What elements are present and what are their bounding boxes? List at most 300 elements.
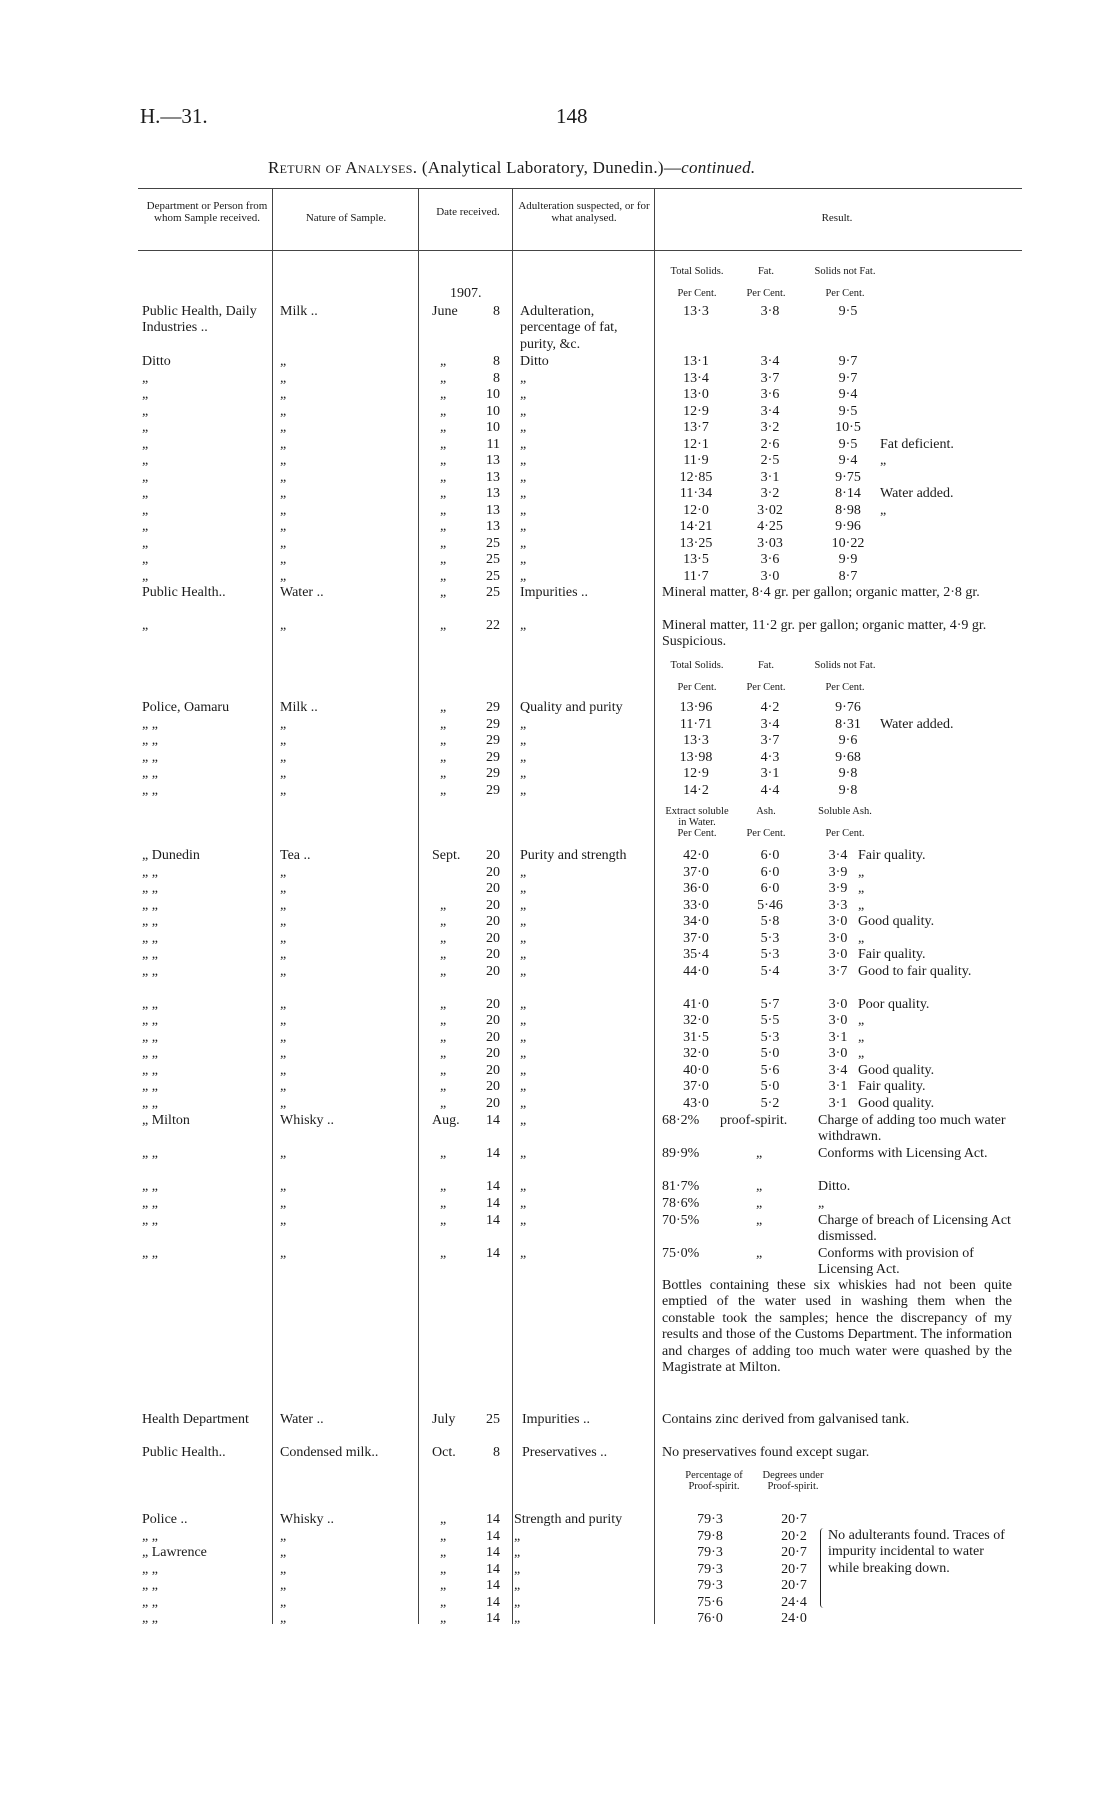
oamaru-row-3-nature: „ <box>280 749 287 765</box>
milk-row-5-dept: „ <box>142 420 149 435</box>
lawrence-row-6-day: 14 <box>486 1611 500 1626</box>
tea-row-7-ash: 5·4 <box>760 963 780 979</box>
lawrence-row-1-degrees: 20·2 <box>781 1528 807 1544</box>
milk-row-7-dept: „ <box>142 453 149 468</box>
milton-row-0-percent: 68·2% <box>662 1113 700 1128</box>
water-row-0-day: 25 <box>486 585 500 600</box>
milk-row-8-month: „ <box>440 469 447 485</box>
milk-row-11-nature: „ <box>280 519 287 534</box>
misc-row-0-month: July <box>432 1412 456 1427</box>
milk-row-6-ts: 12·1 <box>683 436 709 452</box>
tea-row-8-month: „ <box>440 996 447 1012</box>
water-row-1-result: Mineral matter, 11·2 gr. per gallon; organic matter, 4·9 gr. Suspicious. <box>662 618 987 650</box>
tea-row-2-note: „ <box>858 881 865 896</box>
tea-row-11-adult: „ <box>520 1046 527 1061</box>
milk-row-0-adult: Adulteration, percentage of fat, purity, &c. <box>520 304 618 352</box>
milk-row-12-nature: „ <box>280 535 287 551</box>
oamaru-row-5-nature: „ <box>280 782 287 798</box>
milton-row-1-adult: „ <box>520 1146 527 1161</box>
oamaru-row-5-month: „ <box>440 782 447 798</box>
oamaru-row-1-month: „ <box>440 716 447 732</box>
milk-row-5-ts: 13·7 <box>683 420 709 435</box>
milton-row-4-note: Charge of breach of Licensing Act dismissed. <box>818 1213 1011 1245</box>
oamaru-row-2-fat: 3·7 <box>760 733 780 748</box>
lawrence-brace <box>820 1528 827 1608</box>
milk-row-2-snf: 9·7 <box>838 370 858 386</box>
tea-row-5-day: 20 <box>486 930 500 946</box>
milton-row-2-month: „ <box>440 1179 447 1194</box>
lawrence-note: No adulterants found. Traces of impurity incidental to water while breaking down. <box>828 1528 1005 1576</box>
milk-row-3-day: 10 <box>486 387 500 402</box>
milton-row-5-percent: 75·0% <box>662 1246 700 1261</box>
tea-row-12-ash: 5·6 <box>760 1062 780 1078</box>
milk-row-9-day: 13 <box>486 486 500 501</box>
col-header-adulteration: Adulteration suspected, or for what analysed. <box>518 200 650 224</box>
lawrence-row-6-degrees: 24·0 <box>781 1611 807 1626</box>
lawrence-row-1-percent: 79·8 <box>697 1528 723 1544</box>
oamaru-row-1-fat: 3·4 <box>760 716 780 732</box>
lawrence-row-5-nature: „ <box>280 1594 287 1610</box>
milk-row-6-day: 11 <box>486 436 500 452</box>
water-row-0-result: Mineral matter, 8·4 gr. per gallon; organic matter, 2·8 gr. <box>662 585 980 600</box>
oamaru-row-1-nature: „ <box>280 716 287 732</box>
tea-row-9-soluble: 3·0 <box>828 1013 848 1028</box>
oamaru-row-4-adult: „ <box>520 766 527 781</box>
tea-row-8-soluble: 3·0 <box>828 996 848 1012</box>
milk-row-13-fat: 3·6 <box>760 552 780 567</box>
milk-row-8-snf: 9·75 <box>835 469 861 485</box>
milk-row-1-snf: 9·7 <box>838 354 858 369</box>
oamaru-row-0-day: 29 <box>486 700 500 715</box>
oamaru-row-2-month: „ <box>440 733 447 748</box>
milton-row-5-note: Conforms with provision of Licensing Act. <box>818 1246 974 1278</box>
lawrence-row-1-day: 14 <box>486 1528 500 1544</box>
col-divider-4 <box>654 188 655 1624</box>
lawrence-row-2-degrees: 20·7 <box>781 1545 807 1560</box>
tea-row-11-day: 20 <box>486 1046 500 1061</box>
col-header-date: Date received. <box>436 206 500 218</box>
milk-row-13-day: 25 <box>486 552 500 567</box>
milk1-subheader-1: Fat. <box>757 266 775 277</box>
tea-row-13-note: Fair quality. <box>858 1079 926 1094</box>
tea-row-9-dept: „ „ <box>142 1013 158 1028</box>
tea-row-2-nature: „ <box>280 881 287 896</box>
tea-row-12-extract: 40·0 <box>683 1062 709 1078</box>
lawrence-row-5-degrees: 24·4 <box>781 1594 807 1610</box>
milk1-subheader-2: Solids not Fat. <box>814 266 876 277</box>
lawrence-row-5-dept: „ „ <box>142 1594 158 1610</box>
tea-row-6-extract: 35·4 <box>683 947 709 962</box>
tea-row-8-ash: 5·7 <box>760 996 780 1012</box>
milk-row-9-fat: 3·2 <box>760 486 780 501</box>
tea-row-1-nature: „ <box>280 864 287 880</box>
lawrence-row-1-month: „ <box>440 1528 447 1544</box>
milton-row-5-nature: „ <box>280 1246 287 1261</box>
tea-row-5-ash: 5·3 <box>760 930 780 946</box>
milk-row-12-ts: 13·25 <box>679 535 713 551</box>
milk-row-8-fat: 3·1 <box>760 469 780 485</box>
milton-row-1-month: „ <box>440 1146 447 1161</box>
milk-row-6-note: Fat deficient. <box>880 436 954 452</box>
oamaru-row-5-dept: „ „ <box>142 782 158 798</box>
milk-row-8-ts: 12·85 <box>679 469 713 485</box>
tea-row-5-adult: „ <box>520 930 527 946</box>
tea-row-1-soluble: 3·9 <box>828 864 848 880</box>
milk-row-2-ts: 13·4 <box>683 370 709 386</box>
milk-row-4-ts: 12·9 <box>683 403 709 419</box>
tea-row-9-extract: 32·0 <box>683 1013 709 1028</box>
milton-row-4-adult: „ <box>520 1213 527 1228</box>
milk-row-14-day: 25 <box>486 568 500 584</box>
water-row-1-month: „ <box>440 618 447 633</box>
oamaru-row-0-nature: Milk .. <box>280 700 318 715</box>
milk-row-2-dept: „ <box>142 370 149 386</box>
lawrence-row-5-percent: 75·6 <box>697 1594 723 1610</box>
oamaru-row-0-snf: 9·76 <box>835 700 861 715</box>
milk-row-6-nature: „ <box>280 436 287 452</box>
tea-row-6-soluble: 3·0 <box>828 947 848 962</box>
tea-unit-2: Per Cent. <box>825 828 865 839</box>
tea-row-5-extract: 37·0 <box>683 930 709 946</box>
milk-row-11-day: 13 <box>486 519 500 534</box>
milton-row-1-proof: „ <box>756 1146 763 1161</box>
oamaru-row-2-dept: „ „ <box>142 733 158 748</box>
milton-row-2-nature: „ <box>280 1179 287 1194</box>
lawrence-row-6-month: „ <box>440 1611 447 1626</box>
milton-row-0-nature: Whisky .. <box>280 1113 335 1128</box>
milk-row-10-ts: 12·0 <box>683 502 709 518</box>
oamaru-row-3-adult: „ <box>520 749 527 765</box>
lawrence-row-2-percent: 79·3 <box>697 1545 723 1560</box>
milton-row-3-adult: „ <box>520 1196 527 1211</box>
tea-row-5-nature: „ <box>280 930 287 946</box>
milk-row-6-fat: 2·6 <box>760 436 780 452</box>
milk2-subheader-2: Solids not Fat. <box>814 660 876 671</box>
tea-row-4-nature: „ <box>280 914 287 929</box>
tea-row-8-adult: „ <box>520 996 527 1012</box>
lawrence-row-0-month: „ <box>440 1512 447 1527</box>
misc-row-0-nature: Water .. <box>280 1412 324 1427</box>
oamaru-row-5-day: 29 <box>486 782 500 798</box>
milk-row-10-snf: 8·98 <box>835 502 861 518</box>
tea-row-7-soluble: 3·7 <box>828 963 848 979</box>
oamaru-row-0-dept: Police, Oamaru <box>142 700 230 715</box>
tea-row-12-nature: „ <box>280 1062 287 1078</box>
tea-row-3-day: 20 <box>486 897 500 913</box>
lawrence-row-4-adult: „ <box>514 1578 521 1593</box>
tea-row-3-dept: „ „ <box>142 897 158 913</box>
milk-row-1-ts: 13·1 <box>683 354 709 369</box>
tea-row-4-soluble: 3·0 <box>828 914 848 929</box>
lawrence-row-5-adult: „ <box>514 1594 521 1610</box>
lawrence-row-1-dept: „ „ <box>142 1528 158 1544</box>
lawrence-row-3-day: 14 <box>486 1561 500 1577</box>
tea-row-14-day: 20 <box>486 1095 500 1111</box>
milk-row-14-ts: 11·7 <box>683 568 709 584</box>
milton-row-5-day: 14 <box>486 1246 500 1261</box>
tea-row-11-extract: 32·0 <box>683 1046 709 1061</box>
tea-row-4-ash: 5·8 <box>760 914 780 929</box>
milk-row-0-nature: Milk .. <box>280 304 318 319</box>
tea-row-0-nature: Tea .. <box>280 848 311 863</box>
tea-row-2-dept: „ „ <box>142 881 158 896</box>
milk-row-4-month: „ <box>440 403 447 419</box>
milk-row-0-snf: 9·5 <box>838 304 858 319</box>
milk-row-6-adult: „ <box>520 436 527 452</box>
milton-row-3-month: „ <box>440 1196 447 1211</box>
oamaru-row-4-fat: 3·1 <box>760 766 780 781</box>
oamaru-row-4-ts: 12·9 <box>683 766 709 781</box>
milk-row-5-day: 10 <box>486 420 500 435</box>
milk-row-14-adult: „ <box>520 568 527 584</box>
milton-row-1-note: Conforms with Licensing Act. <box>818 1146 988 1161</box>
milk-row-7-day: 13 <box>486 453 500 468</box>
tea-subheader-0: Extract soluble in Water. <box>665 806 729 828</box>
oamaru-row-4-dept: „ „ <box>142 766 158 781</box>
oamaru-row-5-adult: „ <box>520 782 527 798</box>
tea-row-14-dept: „ „ <box>142 1095 158 1111</box>
col-header-nature: Nature of Sample. <box>305 212 387 224</box>
tea-row-3-soluble: 3·3 <box>828 897 848 913</box>
milton-row-0-month: Aug. <box>432 1113 460 1128</box>
milk2-unit-0: Per Cent. <box>677 682 717 693</box>
oamaru-row-5-snf: 9·8 <box>838 782 858 798</box>
misc-row-1-dept: Public Health.. <box>142 1445 226 1460</box>
oamaru-row-4-month: „ <box>440 766 447 781</box>
tea-row-0-dept: „ Dunedin <box>142 848 200 863</box>
tea-row-4-extract: 34·0 <box>683 914 709 929</box>
tea-row-14-soluble: 3·1 <box>828 1095 848 1111</box>
milk-row-0-fat: 3·8 <box>760 304 780 319</box>
milton-row-4-percent: 70·5% <box>662 1213 700 1228</box>
milk-row-5-fat: 3·2 <box>760 420 780 435</box>
milk1-unit-0: Per Cent. <box>677 288 717 299</box>
milk-row-11-snf: 9·96 <box>835 519 861 534</box>
milk-row-11-adult: „ <box>520 519 527 534</box>
milton-row-4-nature: „ <box>280 1213 287 1228</box>
milk2-unit-2: Per Cent. <box>825 682 865 693</box>
milk-row-13-snf: 9·9 <box>838 552 858 567</box>
tea-row-12-month: „ <box>440 1062 447 1078</box>
milk-row-10-day: 13 <box>486 502 500 518</box>
tea-row-4-month: „ <box>440 914 447 929</box>
tea-row-8-note: Poor quality. <box>858 996 930 1012</box>
col-divider-1 <box>272 188 273 1624</box>
tea-row-12-day: 20 <box>486 1062 500 1078</box>
misc-row-1-result: No preservatives found except sugar. <box>662 1445 870 1460</box>
oamaru-row-2-snf: 9·6 <box>838 733 858 748</box>
milk-row-2-month: „ <box>440 370 447 386</box>
tea-row-12-dept: „ „ <box>142 1062 158 1078</box>
lawrence-row-3-nature: „ <box>280 1561 287 1577</box>
tea-row-9-adult: „ <box>520 1013 527 1028</box>
tea-row-12-note: Good quality. <box>858 1062 935 1078</box>
tea-row-7-month: „ <box>440 963 447 979</box>
tea-row-11-dept: „ „ <box>142 1046 158 1061</box>
milk-row-11-fat: 4·25 <box>757 519 783 534</box>
milk-row-10-nature: „ <box>280 502 287 518</box>
lawrence-row-2-dept: „ Lawrence <box>142 1545 207 1560</box>
milk-row-1-fat: 3·4 <box>760 354 780 369</box>
milton-row-1-percent: 89·9% <box>662 1146 700 1161</box>
tea-row-1-dept: „ „ <box>142 864 158 880</box>
milton-row-2-dept: „ „ <box>142 1179 158 1194</box>
tea-row-13-adult: „ <box>520 1079 527 1094</box>
misc-row-0-dept: Health Department <box>142 1412 249 1427</box>
oamaru-row-3-dept: „ „ <box>142 749 158 765</box>
oamaru-row-0-adult: Quality and purity <box>520 700 623 715</box>
lawrence-row-0-degrees: 20·7 <box>781 1512 807 1527</box>
milk-row-5-snf: 10·5 <box>835 420 861 435</box>
milk-row-13-adult: „ <box>520 552 527 567</box>
tea-row-0-soluble: 3·4 <box>828 848 848 863</box>
milk-row-13-month: „ <box>440 552 447 567</box>
col-divider-2 <box>418 188 419 1624</box>
tea-row-8-nature: „ <box>280 996 287 1012</box>
tea-row-1-day: 20 <box>486 864 500 880</box>
milk-row-13-nature: „ <box>280 552 287 567</box>
oamaru-row-3-ts: 13·98 <box>679 749 713 765</box>
tea-row-11-note: „ <box>858 1046 865 1061</box>
tea-row-6-dept: „ „ <box>142 947 158 962</box>
page-number: 148 <box>556 104 588 128</box>
milk-row-10-month: „ <box>440 502 447 518</box>
milk-row-13-dept: „ <box>142 552 149 567</box>
milk-row-4-snf: 9·5 <box>838 403 858 419</box>
milton-row-3-dept: „ „ <box>142 1196 158 1211</box>
misc-row-1-adult: Preservatives .. <box>522 1445 608 1460</box>
tea-row-2-ash: 6·0 <box>760 881 780 896</box>
milk-row-9-dept: „ <box>142 486 149 501</box>
tea-row-12-soluble: 3·4 <box>828 1062 848 1078</box>
tea-row-9-day: 20 <box>486 1013 500 1028</box>
tea-row-7-day: 20 <box>486 963 500 979</box>
lawrence-subheader-1: Degrees under Proof-spirit. <box>762 1470 824 1492</box>
oamaru-row-1-adult: „ <box>520 716 527 732</box>
milk-row-10-fat: 3·02 <box>757 502 783 518</box>
lawrence-row-1-adult: „ <box>514 1528 521 1544</box>
tea-row-13-soluble: 3·1 <box>828 1079 848 1094</box>
milk-row-1-month: „ <box>440 354 447 369</box>
lawrence-row-2-adult: „ <box>514 1545 521 1560</box>
milk-row-7-month: „ <box>440 453 447 468</box>
tea-row-4-day: 20 <box>486 914 500 929</box>
misc-row-0-adult: Impurities .. <box>522 1412 591 1427</box>
milk-row-8-adult: „ <box>520 469 527 485</box>
tea-row-3-ash: 5·46 <box>757 897 783 913</box>
tea-row-7-dept: „ „ <box>142 963 158 979</box>
tea-row-5-dept: „ „ <box>142 930 158 946</box>
milk-row-1-adult: Ditto <box>520 354 549 369</box>
tea-row-10-soluble: 3·1 <box>828 1029 848 1045</box>
milk-row-14-fat: 3·0 <box>760 568 780 584</box>
milton-row-1-dept: „ „ <box>142 1146 158 1161</box>
milton-row-4-proof: „ <box>756 1213 763 1228</box>
milton-row-2-note: Ditto. <box>818 1179 851 1194</box>
milk-row-12-day: 25 <box>486 535 500 551</box>
tea-row-7-nature: „ <box>280 963 287 979</box>
tea-row-10-dept: „ „ <box>142 1029 158 1045</box>
milk-row-9-adult: „ <box>520 486 527 501</box>
lawrence-row-5-day: 14 <box>486 1594 500 1610</box>
col-divider-3 <box>512 188 513 1624</box>
tea-row-0-adult: Purity and strength <box>520 848 627 863</box>
tea-row-9-note: „ <box>858 1013 865 1028</box>
oamaru-row-2-nature: „ <box>280 733 287 748</box>
milton-row-3-proof: „ <box>756 1196 763 1211</box>
milton-row-4-month: „ <box>440 1213 447 1228</box>
milk2-unit-1: Per Cent. <box>746 682 786 693</box>
tea-row-9-month: „ <box>440 1013 447 1028</box>
water-row-0-month: „ <box>440 585 447 600</box>
milton-row-2-day: 14 <box>486 1179 500 1194</box>
tea-row-2-soluble: 3·9 <box>828 881 848 896</box>
lawrence-row-5-month: „ <box>440 1594 447 1610</box>
lawrence-row-4-percent: 79·3 <box>697 1578 723 1593</box>
lawrence-row-4-nature: „ <box>280 1578 287 1593</box>
oamaru-row-0-fat: 4·2 <box>760 700 780 715</box>
milk-row-3-month: „ <box>440 387 447 402</box>
title-italic: continued. <box>681 158 756 177</box>
milk-row-4-fat: 3·4 <box>760 403 780 419</box>
misc-row-0-result: Contains zinc derived from galvanised tank. <box>662 1412 910 1427</box>
tea-row-14-note: Good quality. <box>858 1095 935 1111</box>
tea-row-0-day: 20 <box>486 848 500 863</box>
milk-row-14-month: „ <box>440 568 447 584</box>
lawrence-row-0-dept: Police .. <box>142 1512 188 1527</box>
lawrence-row-1-nature: „ <box>280 1528 287 1544</box>
milk-row-7-nature: „ <box>280 453 287 468</box>
milk-row-4-day: 10 <box>486 403 500 419</box>
tea-row-9-nature: „ <box>280 1013 287 1028</box>
lawrence-row-3-adult: „ <box>514 1561 521 1577</box>
series-code: H.—31. <box>140 104 208 128</box>
tea-row-9-ash: 5·5 <box>760 1013 780 1028</box>
milton-row-0-day: 14 <box>486 1113 500 1128</box>
milk-row-0-dept: Public Health, Daily Industries .. <box>142 304 257 336</box>
tea-row-10-adult: „ <box>520 1029 527 1045</box>
tea-row-10-extract: 31·5 <box>683 1029 709 1045</box>
milk-row-12-snf: 10·22 <box>831 535 865 551</box>
milk-row-3-adult: „ <box>520 387 527 402</box>
tea-row-5-note: „ <box>858 930 865 946</box>
lawrence-row-6-percent: 76·0 <box>697 1611 723 1626</box>
lawrence-row-4-day: 14 <box>486 1578 500 1593</box>
milk-row-7-snf: 9·4 <box>838 453 858 468</box>
tea-row-0-extract: 42·0 <box>683 848 709 863</box>
year-label: 1907. <box>450 286 482 301</box>
oamaru-row-3-fat: 4·3 <box>760 749 780 765</box>
milk-row-9-snf: 8·14 <box>835 486 861 501</box>
tea-row-6-note: Fair quality. <box>858 947 926 962</box>
col-header-result: Result. <box>821 212 853 224</box>
lawrence-row-0-percent: 79·3 <box>697 1512 723 1527</box>
oamaru-row-3-snf: 9·68 <box>835 749 861 765</box>
oamaru-row-4-nature: „ <box>280 766 287 781</box>
lawrence-row-4-dept: „ „ <box>142 1578 158 1593</box>
lawrence-row-6-adult: „ <box>514 1611 521 1626</box>
oamaru-row-1-snf: 8·31 <box>835 716 861 732</box>
tea-row-6-month: „ <box>440 947 447 962</box>
milk-row-7-note: „ <box>880 453 887 468</box>
milk-row-8-nature: „ <box>280 469 287 485</box>
water-row-1-day: 22 <box>486 618 500 633</box>
milk-row-8-dept: „ <box>142 469 149 485</box>
misc-row-0-day: 25 <box>486 1412 500 1427</box>
lawrence-row-3-degrees: 20·7 <box>781 1561 807 1577</box>
tea-row-0-note: Fair quality. <box>858 848 926 863</box>
oamaru-row-1-note: Water added. <box>880 716 954 732</box>
